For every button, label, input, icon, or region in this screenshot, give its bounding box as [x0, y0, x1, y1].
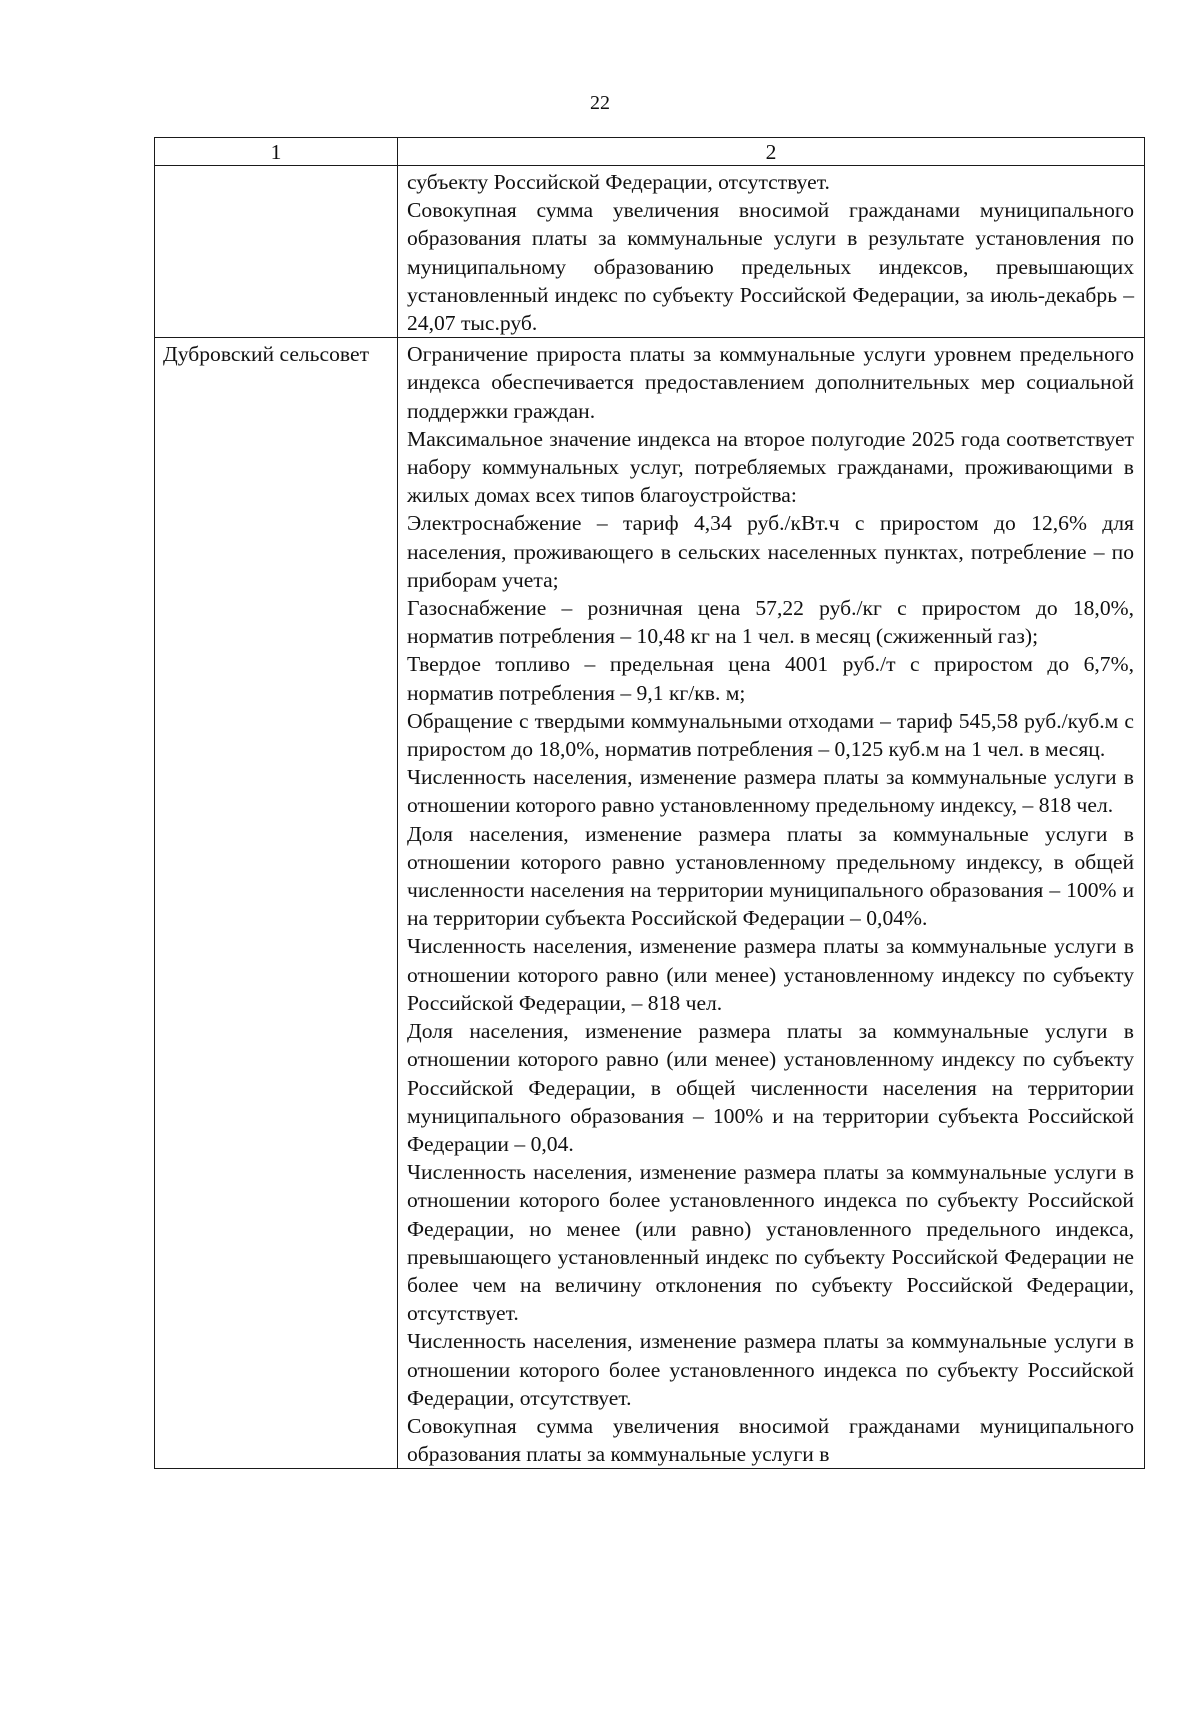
text-paragraph: Обращение с твердыми коммунальными отходами – тариф 545,58 руб./куб.м с приростом до 18,0%, норматив потребления – 0,125 куб.м на 1 чел. в месяц. [407, 708, 1134, 762]
table-header-row [155, 138, 1145, 166]
text-paragraph: Численность населения, изменение размера платы за коммунальные услуги в отношении которого равно установленному предельному индексу, – 818 чел. [407, 765, 1134, 818]
text-paragraph: Электроснабжение – тариф 4,34 руб./кВт.ч с приростом до 12,6% для населения, проживающего в сельских населенных пунктах, потребление – по приборам учета; [407, 511, 1134, 592]
text-paragraph: Доля населения, изменение размера платы за коммунальные услуги в отношении которого равно установленному предельному индексу, в общей численности населения на территории муниципального образования – 100% и на территории субъекта Российской Федерации – 0,04%. [407, 821, 1134, 931]
text-paragraph: Доля населения, изменение размера платы за коммунальные услуги в отношении которого равно (или менее) установленному индексу по субъекту Российской Федерации, в общей численности населения на территории муниципального образования – 100% и на территории субъекта Российской Федерации – 0,04. [407, 1019, 1134, 1156]
description-cell [398, 166, 1145, 338]
text-paragraph: Численность населения, изменение размера платы за коммунальные услуги в отношении которого равно (или менее) установленному индексу по субъекту Российской Федерации, – 818 чел. [407, 934, 1134, 1015]
document-table [154, 137, 1145, 1469]
text-paragraph: Совокупная сумма увеличения вносимой гражданами муниципального образования платы за коммунальные услуги в [407, 1413, 1134, 1467]
text-paragraph: Твердое топливо – предельная цена 4001 руб./т с приростом до 6,7%, норматив потребления – 9,1 кг/кв. м; [407, 652, 1134, 705]
municipality-name-cell [155, 166, 398, 338]
municipality-name-cell: Дубровский сельсовет [155, 338, 398, 1469]
description-cell [398, 338, 1145, 1469]
column-header-2: 2 [398, 138, 1145, 166]
page-number: 22 [590, 92, 610, 114]
text-paragraph: субъекту Российской Федерации, отсутствует. [407, 170, 830, 194]
table-row [155, 166, 1145, 338]
text-paragraph: Ограничение прироста платы за коммунальные услуги уровнем предельного индекса обеспечивается предоставлением дополнительных мер социальной поддержки граждан. [407, 342, 1134, 423]
text-paragraph: Совокупная сумма увеличения вносимой гражданами муниципального образования платы за коммунальные услуги в результате установления по муниципальному образованию предельных индексов, превышающих установленный индекс по субъекту Российской Федерации, за июль-декабрь – 24,07 тыс.руб. [407, 198, 1134, 336]
text-paragraph: Численность населения, изменение размера платы за коммунальные услуги в отношении которого более установленного индекса по субъекту Российской Федерации, отсутствует. [407, 1329, 1134, 1410]
column-header-1: 1 [155, 138, 398, 166]
table-row [155, 338, 1145, 1469]
text-paragraph: Максимальное значение индекса на второе полугодие 2025 года соответствует набору коммунальных услуг, потребляемых гражданами, проживающими в жилых домах всех типов благоустройства: [407, 426, 1134, 508]
text-paragraph: Численность населения, изменение размера платы за коммунальные услуги в отношении которого более установленного индекса по субъекту Российской Федерации, но менее (или равно) установленного предельного индекса, превышающего установленный индекс по субъекту Российской Федерации не более чем на величину отклонения по субъекту Российской Федерации, отсутствует. [407, 1160, 1134, 1326]
text-paragraph: Газоснабжение – розничная цена 57,22 руб./кг с приростом до 18,0%, норматив потребления – 10,48 кг на 1 чел. в месяц (сжиженный газ); [407, 596, 1134, 649]
